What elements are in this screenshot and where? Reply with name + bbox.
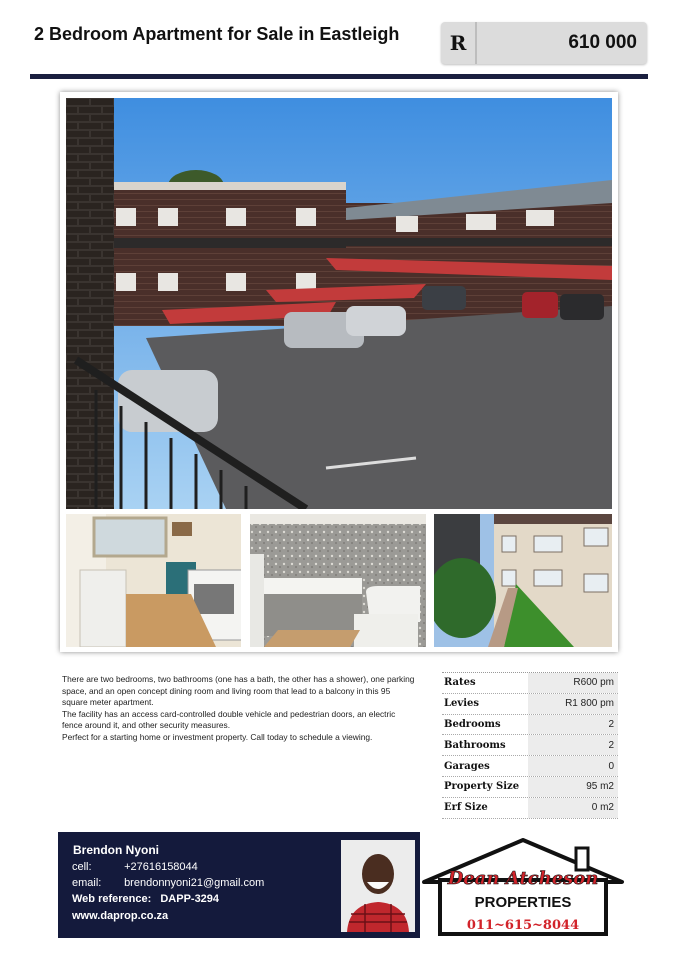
thumbnail-bathroom[interactable] [250, 514, 426, 647]
spec-label: Levies [444, 698, 479, 710]
agency-sub-text: PROPERTIES [474, 894, 572, 911]
agent-email-line [72, 877, 264, 889]
agent-name: Brendon Nyoni [73, 843, 159, 857]
spec-label: Rates [444, 677, 476, 689]
agent-contact-card [58, 832, 420, 938]
web-reference-line [72, 893, 219, 905]
agent-email[interactable]: brendonnyoni21@gmail.com [124, 877, 265, 889]
agent-cell-number[interactable]: +27616158044 [124, 861, 198, 873]
spec-value: R600 pm [528, 673, 618, 693]
spec-row-bathrooms [442, 735, 618, 756]
agent-portrait-image [341, 840, 415, 932]
property-specs-table [442, 672, 618, 819]
listing-description [62, 674, 418, 744]
kitchen-image [66, 514, 241, 647]
dean-atcheson-logo [420, 832, 626, 940]
spec-row-garages [442, 756, 618, 777]
agency-name-text: Dean Atcheson [447, 868, 599, 889]
spec-label: Bathrooms [444, 739, 506, 751]
spec-value: 95 m2 [528, 777, 618, 797]
spec-row-rates [442, 673, 618, 694]
price-currency: R [441, 22, 477, 64]
spec-value: 0 [528, 756, 618, 776]
email-label: email: [72, 877, 102, 889]
spec-row-bedrooms [442, 715, 618, 736]
price-value: 610 000 [568, 32, 637, 53]
agent-cell-line [72, 861, 198, 873]
header-divider [30, 74, 648, 79]
description-paragraph: There are two bedrooms, two bathrooms (one has a bath, the other has a shower), one parking space, and an open concept dining room and living room that lead to a balcony in this 95 square meter apartment. [62, 674, 415, 708]
spec-label: Erf Size [444, 802, 488, 814]
spec-value: R1 800 pm [528, 694, 618, 714]
photo-gallery [60, 92, 618, 652]
description-paragraph: Perfect for a starting home or investment property. Call today to schedule a viewing. [62, 731, 373, 742]
apartment-courtyard-image [66, 98, 612, 509]
description-paragraph: The facility has an access card-controlled double vehicle and pedestrian doors, an electric fence around it, and other security measures. [62, 708, 396, 731]
listing-title: 2 Bedroom Apartment for Sale in Eastleigh [34, 24, 400, 44]
spec-label: Bedrooms [444, 718, 501, 730]
agency-website-link[interactable]: www.daprop.co.za [72, 910, 169, 922]
spec-value: 0 m2 [528, 798, 618, 818]
web-reference-value: DAPP-3294 [160, 893, 220, 905]
main-photo[interactable] [66, 98, 612, 509]
thumbnail-garden[interactable] [434, 514, 612, 647]
bathroom-image [250, 514, 426, 647]
cell-label: cell: [72, 861, 92, 873]
spec-row-levies [442, 694, 618, 715]
price-box [441, 22, 647, 64]
garden-walkway-image [434, 514, 612, 647]
agency-phone-text: 011~615~8044 [466, 918, 580, 933]
web-reference-label: Web reference: [72, 893, 152, 905]
thumbnail-kitchen[interactable] [66, 514, 241, 647]
spec-value: 2 [528, 715, 618, 735]
spec-label: Property Size [444, 781, 520, 793]
agent-avatar [341, 840, 415, 932]
spec-label: Garages [444, 760, 490, 772]
spec-value: 2 [528, 735, 618, 755]
spec-row-erf-size [442, 798, 618, 819]
agency-logo [420, 832, 626, 940]
spec-row-property-size [442, 777, 618, 798]
